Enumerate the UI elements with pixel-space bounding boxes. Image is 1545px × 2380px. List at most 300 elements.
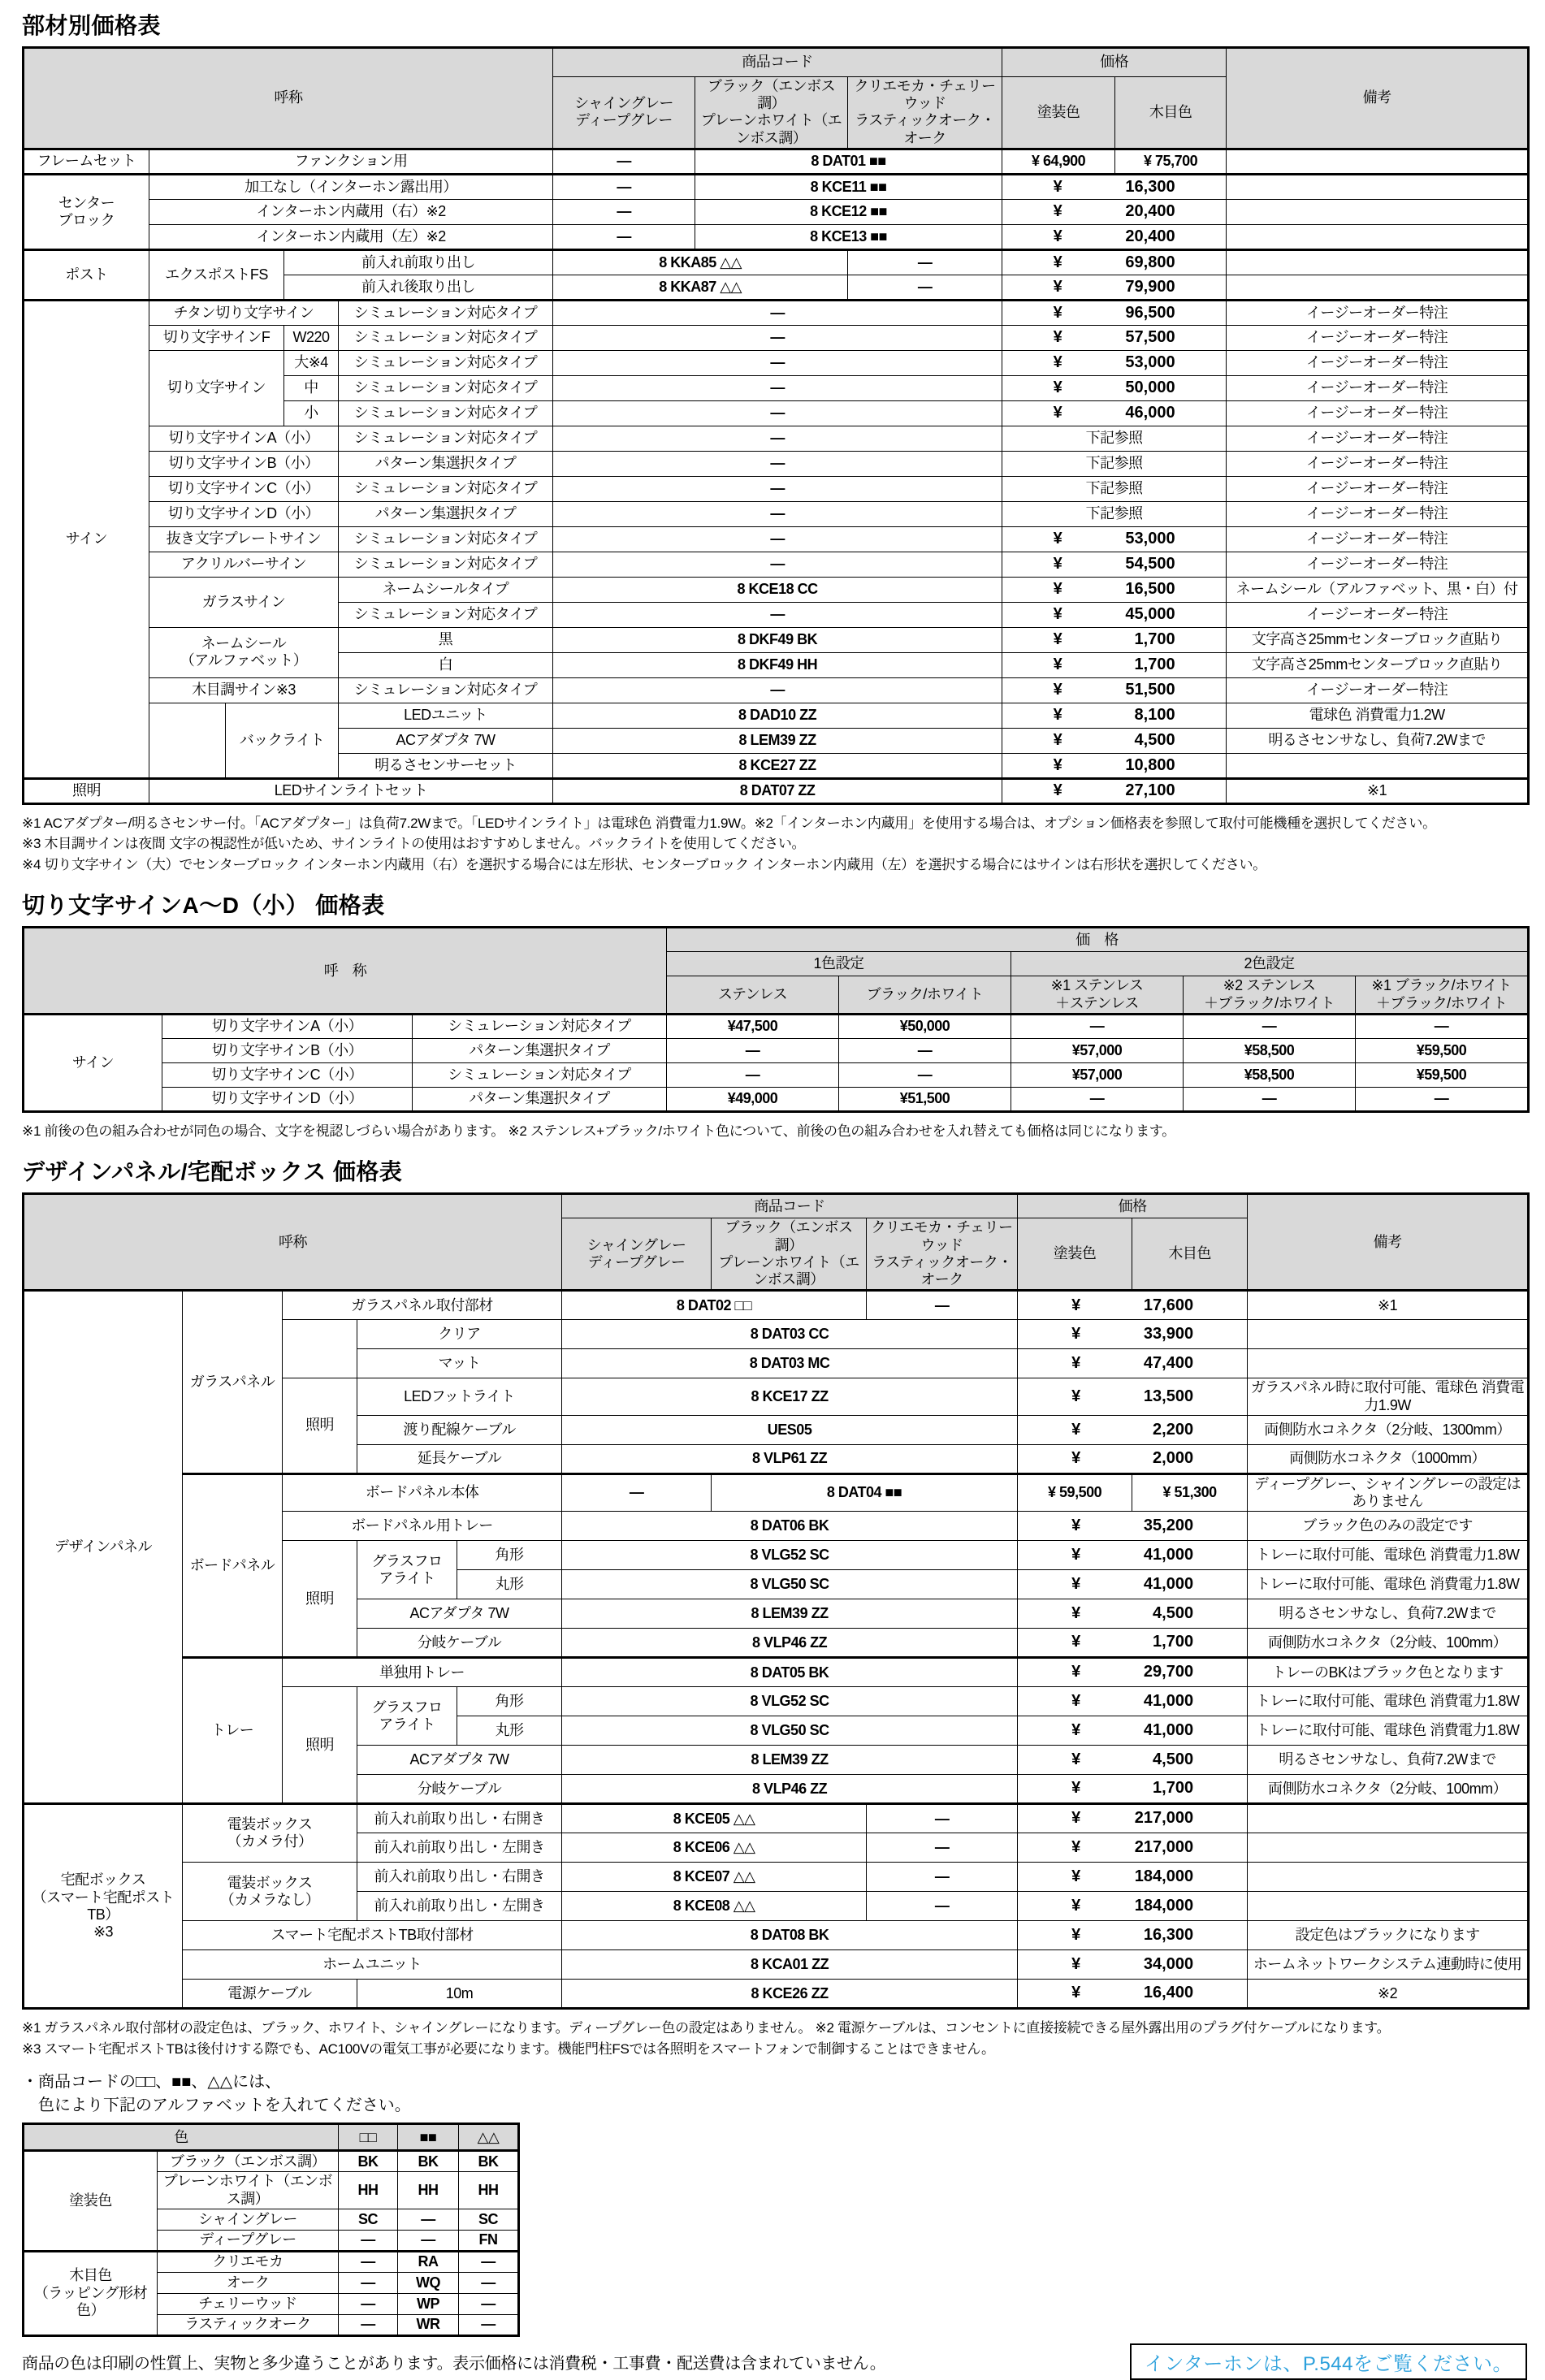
column-header-cell: ステンレス (667, 976, 839, 1014)
product-code-cell: 8 KCE26 ZZ (562, 1980, 1018, 2009)
column-header-cell: 価格 (1018, 1194, 1248, 1218)
column-header-cell: 2色設定 (1011, 952, 1529, 976)
empty-cell (283, 1320, 357, 1378)
product-code-cell: 8 DKF49 BK (553, 627, 1002, 652)
cell: イージーオーダー特注 (1227, 552, 1529, 577)
product-code-cell: 8 DAT03 MC (562, 1349, 1018, 1378)
empty-dash-cell: — (398, 2230, 459, 2251)
panel-table-notes (22, 2018, 1527, 2059)
cell: ポスト (24, 249, 149, 300)
product-code-cell: 8 KCE17 ZZ (562, 1378, 1018, 1415)
cell: アクリルバーサイン (149, 552, 339, 577)
note-line: ※3 木目調サインは夜間 文字の視認性が低いため、サインライトの使用はおすすめしません。バックライトを使用してください。 (22, 836, 806, 852)
price-cell: ¥ 53,000 (1002, 350, 1227, 375)
parts-price-table (22, 46, 1527, 805)
cell: 切り文字サインA（小） (149, 426, 339, 451)
column-header-cell: ブラック（エンボス調） プレーンホワイト（エンボス調） (695, 77, 848, 149)
price-cell: ¥ 41,000 (1018, 1570, 1248, 1599)
product-code-cell: 8 LEM39 ZZ (553, 728, 1002, 753)
cell: 両側防水コネクタ（2分岐、100mm） (1248, 1775, 1529, 1804)
cell: 小 (284, 400, 339, 426)
product-code-cell: 8 KKA85 △△ (553, 249, 848, 275)
cell: グラスフロ アライト (357, 1541, 457, 1599)
empty-dash-cell: — (459, 2314, 519, 2335)
color-code-cell: SC (459, 2209, 519, 2230)
empty-cell (1227, 753, 1529, 778)
cell: ラスティックオーク (158, 2314, 339, 2335)
price-cell: ¥ 51,500 (1002, 677, 1227, 703)
panel-box-price-table (22, 1192, 1527, 2010)
product-code-cell: 8 VLP46 ZZ (562, 1775, 1018, 1804)
price-cell: ¥ 1,700 (1002, 652, 1227, 677)
cell: 前入れ前取り出し (284, 249, 553, 275)
cell: パターン集選択タイプ (339, 501, 553, 526)
cell: 電装ボックス （カメラ付） (183, 1804, 357, 1863)
cell: ※2 (1248, 1980, 1529, 2009)
cutletter-price-table-title: 切り文字サインA～D（小） 価格表 (22, 893, 385, 919)
cell: トレーに取付可能、電球色 消費電力1.8W (1248, 1716, 1529, 1746)
column-header-cell: 備考 (1248, 1194, 1529, 1291)
empty-cell (1227, 174, 1529, 199)
cell: LEDユニット (339, 703, 553, 728)
note-line: ※1 前後の色の組み合わせが同色の場合、文字を視認しづらい場合があります。 ※2 ステンレス+ブラック/ホワイト色について、前後の色の組み合わせを入れ替えても価格は同じになります。 (22, 1123, 1175, 1139)
cell: 切り文字サインB（小） (149, 451, 339, 476)
column-header-cell: 呼称 (24, 48, 553, 149)
cell: イージーオーダー特注 (1227, 476, 1529, 501)
product-code-cell: 8 KCA01 ZZ (562, 1950, 1018, 1980)
parts-price-table-title: 部材別価格表 (22, 13, 162, 38)
empty-dash-cell: — (1184, 1087, 1356, 1111)
product-code-cell: 8 DAT08 BK (562, 1921, 1018, 1950)
cell: イージーオーダー特注 (1227, 375, 1529, 400)
empty-cell (1248, 1892, 1529, 1921)
empty-cell (1248, 1863, 1529, 1892)
price-cell: ¥ 45,000 (1002, 602, 1227, 627)
column-header-cell: クリエモカ・チェリーウッド ラスティックオーク・オーク (867, 1218, 1018, 1291)
cell: マット (357, 1349, 562, 1378)
empty-dash-cell: — (667, 1062, 839, 1087)
price-cell: ¥ 41,000 (1018, 1716, 1248, 1746)
cell: ブラック（エンボス調） (158, 2151, 339, 2172)
empty-dash-cell: — (459, 2272, 519, 2293)
product-code-cell: 8 KCE18 CC (553, 577, 1002, 602)
cell: 延長ケーブル (357, 1444, 562, 1473)
empty-dash-cell: — (553, 501, 1002, 526)
color-code-cell: BK (398, 2151, 459, 2172)
cell: イージーオーダー特注 (1227, 501, 1529, 526)
empty-dash-cell: — (339, 2251, 398, 2272)
empty-dash-cell: — (553, 602, 1002, 627)
product-code-cell: 8 DAT07 ZZ (553, 778, 1002, 803)
cell: シミュレーション対応タイプ (339, 426, 553, 451)
cell: 前入れ前取り出し・左開き (357, 1833, 562, 1863)
cell: スマート宅配ポストTB取付部材 (183, 1921, 562, 1950)
column-header-cell: ※2 ステンレス ＋ブラック/ホワイト (1184, 976, 1356, 1014)
empty-dash-cell: — (553, 677, 1002, 703)
cell: 設定色はブラックになります (1248, 1921, 1529, 1950)
cell: 黒 (339, 627, 553, 652)
empty-dash-cell: — (1356, 1087, 1529, 1111)
empty-dash-cell: — (867, 1863, 1018, 1892)
column-header-cell: 呼称 (24, 1194, 562, 1291)
cell: シミュレーション対応タイプ (339, 400, 553, 426)
price-cell: ¥50,000 (839, 1014, 1011, 1038)
product-code-cell: 8 DAD10 ZZ (553, 703, 1002, 728)
cell: 丸形 (457, 1716, 562, 1746)
price-cell: ¥ 75,700 (1115, 149, 1227, 174)
price-cell: ¥ 1,700 (1018, 1629, 1248, 1658)
empty-dash-cell: — (562, 1473, 712, 1511)
cell: シミュレーション対応タイプ (339, 350, 553, 375)
cell: イージーオーダー特注 (1227, 300, 1529, 325)
empty-cell (1227, 199, 1529, 224)
cell: シミュレーション対応タイプ (413, 1062, 667, 1087)
column-header-cell: □□ (339, 2124, 398, 2151)
cell: 照明 (283, 1687, 357, 1804)
cutletter-price-table (22, 926, 1527, 1112)
cell: クリア (357, 1320, 562, 1349)
cell: オーク (158, 2272, 339, 2293)
cell: 角形 (457, 1541, 562, 1570)
product-code-cell: 8 VLG50 SC (562, 1570, 1018, 1599)
empty-cell (1248, 1349, 1529, 1378)
cell: ガラスサイン (149, 577, 339, 627)
cell: ※1 (1248, 1291, 1529, 1320)
empty-dash-cell: — (867, 1833, 1018, 1863)
cell: 加工なし（インターホン露出用） (149, 174, 553, 199)
empty-dash-cell: — (1356, 1014, 1529, 1038)
price-cell: ¥ 217,000 (1018, 1804, 1248, 1833)
color-code-table (22, 2123, 1527, 2336)
price-cell: ¥ 53,000 (1002, 526, 1227, 552)
cell: 切り文字サインD（小） (149, 501, 339, 526)
product-code-cell: 8 LEM39 ZZ (562, 1746, 1018, 1775)
cell: 切り文字サイン (149, 350, 284, 426)
column-header-cell: 色 (24, 2124, 339, 2151)
legend-line: 色により下記のアルファベットを入れてください。 (38, 2097, 411, 2115)
price-cell: ¥58,500 (1184, 1062, 1356, 1087)
cell: 切り文字サインA（小） (162, 1014, 413, 1038)
empty-dash-cell: — (553, 375, 1002, 400)
cell: ファンクション用 (149, 149, 553, 174)
color-code-legend (22, 2071, 1527, 2118)
price-cell: ¥ 59,500 (1018, 1473, 1132, 1511)
cell: シャイングレー (158, 2209, 339, 2230)
empty-dash-cell: — (553, 426, 1002, 451)
cell: 前入れ前取り出し・左開き (357, 1892, 562, 1921)
price-cell: ¥ 57,500 (1002, 325, 1227, 350)
cell: ボードパネル本体 (283, 1473, 562, 1511)
note-line: ※1 ガラスパネル取付部材の設定色は、ブラック、ホワイト、シャイングレーになります。ディープグレー色の設定はありません。 ※2 電源ケーブルは、コンセントに直接接続できる屋外露出用のプラグ付ケーブルになります。 (22, 2020, 1391, 2036)
color-code-cell: WR (398, 2314, 459, 2335)
cell: 白 (339, 652, 553, 677)
price-cell: ¥ 69,800 (1002, 249, 1227, 275)
cell: ネームシール （アルファベット） (149, 627, 339, 677)
empty-dash-cell: — (553, 526, 1002, 552)
cell: 角形 (457, 1687, 562, 1716)
price-cell: ¥ 54,500 (1002, 552, 1227, 577)
product-code-cell: 8 VLG50 SC (562, 1716, 1018, 1746)
cell: パターン集選択タイプ (413, 1038, 667, 1062)
cell: チェリーウッド (158, 2293, 339, 2314)
empty-dash-cell: — (667, 1038, 839, 1062)
color-code-cell: HH (459, 2172, 519, 2209)
panel-box-price-table-title: デザインパネル/宅配ボックス 価格表 (22, 1159, 403, 1185)
cell: 分岐ケーブル (357, 1629, 562, 1658)
product-code-cell: 8 KCE13 ■■ (695, 224, 1002, 249)
cell: インターホン内蔵用（右）※2 (149, 199, 553, 224)
price-cell: ¥ 41,000 (1018, 1687, 1248, 1716)
column-header-cell: 塗装色 (1018, 1218, 1132, 1291)
cell: ネームシール（アルファベット、黒・白）付 (1227, 577, 1529, 602)
empty-dash-cell: — (1011, 1087, 1184, 1111)
cell: 10m (357, 1980, 562, 2009)
color-code-cell: FN (459, 2230, 519, 2251)
price-cell: ¥59,500 (1356, 1038, 1529, 1062)
cell: シミュレーション対応タイプ (339, 602, 553, 627)
color-code-cell: BK (339, 2151, 398, 2172)
empty-dash-cell: — (553, 451, 1002, 476)
price-cell: ¥ 29,700 (1018, 1658, 1248, 1687)
empty-cell (149, 703, 226, 778)
color-code-cell: HH (339, 2172, 398, 2209)
product-code-cell: 8 VLP61 ZZ (562, 1444, 1018, 1473)
cell: イージーオーダー特注 (1227, 400, 1529, 426)
empty-cell (1248, 1804, 1529, 1833)
price-reference-cell: 下記参照 (1002, 426, 1227, 451)
cell: ボードパネル (183, 1473, 283, 1657)
empty-dash-cell: — (848, 249, 1002, 275)
cell: シミュレーション対応タイプ (339, 375, 553, 400)
cell: 電源ケーブル (183, 1980, 357, 2009)
column-header-cell: 木目色 (1115, 77, 1227, 149)
cell: チタン切り文字サイン (149, 300, 339, 325)
price-cell: ¥ 33,900 (1018, 1320, 1248, 1349)
price-cell: ¥49,000 (667, 1087, 839, 1111)
cell: 抜き文字プレートサイン (149, 526, 339, 552)
color-code-cell: HH (398, 2172, 459, 2209)
empty-dash-cell: — (553, 199, 695, 224)
price-cell: ¥57,000 (1011, 1038, 1184, 1062)
empty-dash-cell: — (398, 2209, 459, 2230)
price-cell: ¥59,500 (1356, 1062, 1529, 1087)
product-code-cell: 8 KCE27 ZZ (553, 753, 1002, 778)
price-disclaimer: 商品の色は印刷の性質上、実物と多少違うことがあります。表示価格には消費税・工事費・配送費は含まれていません。 (22, 2354, 886, 2373)
price-cell: ¥ 1,700 (1002, 627, 1227, 652)
price-cell: ¥ 96,500 (1002, 300, 1227, 325)
column-header-cell: クリエモカ・チェリーウッド ラスティックオーク・オーク (848, 77, 1002, 149)
price-cell: ¥ 2,000 (1018, 1444, 1248, 1473)
legend-line: ・商品コードの□□、■■、△△には、 (22, 2073, 282, 2092)
cell: LEDフットライト (357, 1378, 562, 1415)
product-code-cell: 8 KKA87 △△ (553, 275, 848, 300)
cell: イージーオーダー特注 (1227, 602, 1529, 627)
price-cell: ¥ 16,500 (1002, 577, 1227, 602)
price-cell: ¥ 34,000 (1018, 1950, 1248, 1980)
empty-dash-cell: — (553, 300, 1002, 325)
price-cell: ¥ 51,300 (1132, 1473, 1248, 1511)
product-code-cell: 8 VLG52 SC (562, 1687, 1018, 1716)
cell: 切り文字サインB（小） (162, 1038, 413, 1062)
cell: プレーンホワイト（エンボス調） (158, 2172, 339, 2209)
cell: センター ブロック (24, 174, 149, 249)
parts-table-notes (22, 813, 1527, 876)
price-cell: ¥ 16,400 (1018, 1980, 1248, 2009)
price-cell: ¥ 8,100 (1002, 703, 1227, 728)
price-cell: ¥ 20,400 (1002, 199, 1227, 224)
color-code-cell: WP (398, 2293, 459, 2314)
cell: 木目調サイン※3 (149, 677, 339, 703)
page-footer (22, 2343, 1527, 2380)
cell: ガラスパネル取付部材 (283, 1291, 562, 1320)
column-header-cell: 商品コード (553, 48, 1002, 77)
product-code-cell: 8 DAT05 BK (562, 1658, 1018, 1687)
cell: ACアダプタ 7W (357, 1599, 562, 1629)
cell: バックライト (226, 703, 339, 778)
price-cell: ¥ 184,000 (1018, 1892, 1248, 1921)
empty-dash-cell: — (553, 149, 695, 174)
cell: ガラスパネル (183, 1291, 283, 1473)
cell: イージーオーダー特注 (1227, 426, 1529, 451)
empty-cell (1248, 1833, 1529, 1863)
product-code-cell: 8 VLP46 ZZ (562, 1629, 1018, 1658)
cell: 明るさセンサなし、負荷7.2Wまで (1227, 728, 1529, 753)
cell: ホームユニット (183, 1950, 562, 1980)
empty-cell (1248, 1320, 1529, 1349)
product-code-cell: 8 DAT02 □□ (562, 1291, 867, 1320)
column-header-cell: 塗装色 (1002, 77, 1115, 149)
empty-dash-cell: — (839, 1038, 1011, 1062)
cell: W220 (284, 325, 339, 350)
cell: 宅配ボックス （スマート宅配ポストTB） ※3 (24, 1804, 183, 2009)
column-header-cell: ※1 ブラック/ホワイト ＋ブラック/ホワイト (1356, 976, 1529, 1014)
cell: 前入れ後取り出し (284, 275, 553, 300)
empty-dash-cell: — (1011, 1014, 1184, 1038)
empty-cell (1227, 149, 1529, 174)
column-header-cell: シャイングレー ディープグレー (562, 1218, 712, 1291)
interphone-page-link[interactable] (1130, 2343, 1527, 2380)
cell: トレー (183, 1658, 283, 1804)
product-code-cell: 8 KCE12 ■■ (695, 199, 1002, 224)
price-cell: ¥ 41,000 (1018, 1541, 1248, 1570)
column-header-cell: ブラック（エンボス調） プレーンホワイト（エンボス調） (712, 1218, 867, 1291)
price-cell: ¥ 184,000 (1018, 1863, 1248, 1892)
column-header-cell: 価格 (1002, 48, 1227, 77)
price-cell: ¥ 17,600 (1018, 1291, 1248, 1320)
cell: 照明 (24, 778, 149, 803)
price-cell: ¥ 79,900 (1002, 275, 1227, 300)
product-code-cell: 8 KCE11 ■■ (695, 174, 1002, 199)
column-header-cell: 価 格 (667, 928, 1529, 952)
cell: イージーオーダー特注 (1227, 526, 1529, 552)
cell: シミュレーション対応タイプ (339, 526, 553, 552)
price-cell: ¥ 217,000 (1018, 1833, 1248, 1863)
price-cell: ¥ 46,000 (1002, 400, 1227, 426)
product-code-cell: 8 DKF49 HH (553, 652, 1002, 677)
cell: 明るさセンサーセット (339, 753, 553, 778)
cell: デザインパネル (24, 1291, 183, 1804)
cell: ACアダプタ 7W (357, 1746, 562, 1775)
cell: クリエモカ (158, 2251, 339, 2272)
empty-dash-cell: — (553, 400, 1002, 426)
empty-dash-cell: — (839, 1062, 1011, 1087)
cell: イージーオーダー特注 (1227, 325, 1529, 350)
product-code-cell: UES05 (562, 1415, 1018, 1444)
product-code-cell: 8 DAT04 ■■ (712, 1473, 1018, 1511)
cell: 切り文字サインD（小） (162, 1087, 413, 1111)
cell: グラスフロ アライト (357, 1687, 457, 1746)
column-header-cell: ■■ (398, 2124, 459, 2151)
empty-cell (1227, 249, 1529, 275)
cell: イージーオーダー特注 (1227, 451, 1529, 476)
empty-dash-cell: — (1184, 1014, 1356, 1038)
column-header-cell: 備考 (1227, 48, 1529, 149)
price-cell: ¥ 27,100 (1002, 778, 1227, 803)
cutletter-table-note (22, 1121, 1527, 1142)
empty-dash-cell: — (339, 2293, 398, 2314)
cell: 文字高さ25mmセンターブロック直貼り (1227, 652, 1529, 677)
cell: 明るさセンサなし、負荷7.2Wまで (1248, 1746, 1529, 1775)
cell: パターン集選択タイプ (339, 451, 553, 476)
price-cell: ¥ 10,800 (1002, 753, 1227, 778)
column-header-cell: ※1 ステンレス ＋ステンレス (1011, 976, 1184, 1014)
price-cell: ¥ 4,500 (1002, 728, 1227, 753)
cell: インターホン内蔵用（左）※2 (149, 224, 553, 249)
cell: ディープグレー、シャイングレーの設定はありません (1248, 1473, 1529, 1511)
price-reference-cell: 下記参照 (1002, 476, 1227, 501)
cell: ネームシールタイプ (339, 577, 553, 602)
cell: 電球色 消費電力1.2W (1227, 703, 1529, 728)
color-code-cell: BK (459, 2151, 519, 2172)
product-code-cell: 8 KCE06 △△ (562, 1833, 867, 1863)
cell: 文字高さ25mmセンターブロック直貼り (1227, 627, 1529, 652)
price-cell: ¥ 50,000 (1002, 375, 1227, 400)
price-cell: ¥ 20,400 (1002, 224, 1227, 249)
price-reference-cell: 下記参照 (1002, 501, 1227, 526)
price-cell: ¥ 13,500 (1018, 1378, 1248, 1415)
price-cell: ¥51,500 (839, 1087, 1011, 1111)
interphone-page-link-label: インターホンは、P.544をご覧ください。 (1144, 2352, 1513, 2375)
cell: 塗装色 (24, 2151, 158, 2251)
empty-dash-cell: — (339, 2230, 398, 2251)
cell: シミュレーション対応タイプ (339, 325, 553, 350)
note-line: ※4 切り文字サイン（大）でセンターブロック インターホン内蔵用（右）を選択する場合には左形状、センターブロック インターホン内蔵用（左）を選択する場合にはサインは右形状を選択してください。 (22, 856, 1266, 872)
color-code-cell: RA (398, 2251, 459, 2272)
empty-dash-cell: — (553, 476, 1002, 501)
cell: シミュレーション対応タイプ (339, 677, 553, 703)
cell: 渡り配線ケーブル (357, 1415, 562, 1444)
cell: トレーに取付可能、電球色 消費電力1.8W (1248, 1570, 1529, 1599)
price-cell: ¥ 16,300 (1002, 174, 1227, 199)
column-header-cell: 商品コード (562, 1194, 1018, 1218)
cell: シミュレーション対応タイプ (339, 476, 553, 501)
note-line: ※3 スマート宅配ポストTBは後付けする際でも、AC100Vの電気工事が必要になります。機能門柱FSでは各照明をスマートフォンで制御することはできません。 (22, 2040, 995, 2057)
price-reference-cell: 下記参照 (1002, 451, 1227, 476)
cell: トレーに取付可能、電球色 消費電力1.8W (1248, 1687, 1529, 1716)
empty-dash-cell: — (459, 2293, 519, 2314)
empty-dash-cell: — (553, 350, 1002, 375)
product-code-cell: 8 KCE08 △△ (562, 1892, 867, 1921)
empty-dash-cell: — (553, 174, 695, 199)
empty-dash-cell: — (553, 552, 1002, 577)
empty-dash-cell: — (848, 275, 1002, 300)
cell: 切り文字サインC（小） (149, 476, 339, 501)
cell: 中 (284, 375, 339, 400)
cell: 照明 (283, 1541, 357, 1658)
product-code-cell: 8 KCE05 △△ (562, 1804, 867, 1833)
cell: パターン集選択タイプ (413, 1087, 667, 1111)
cell: トレーのBKはブラック色となります (1248, 1658, 1529, 1687)
